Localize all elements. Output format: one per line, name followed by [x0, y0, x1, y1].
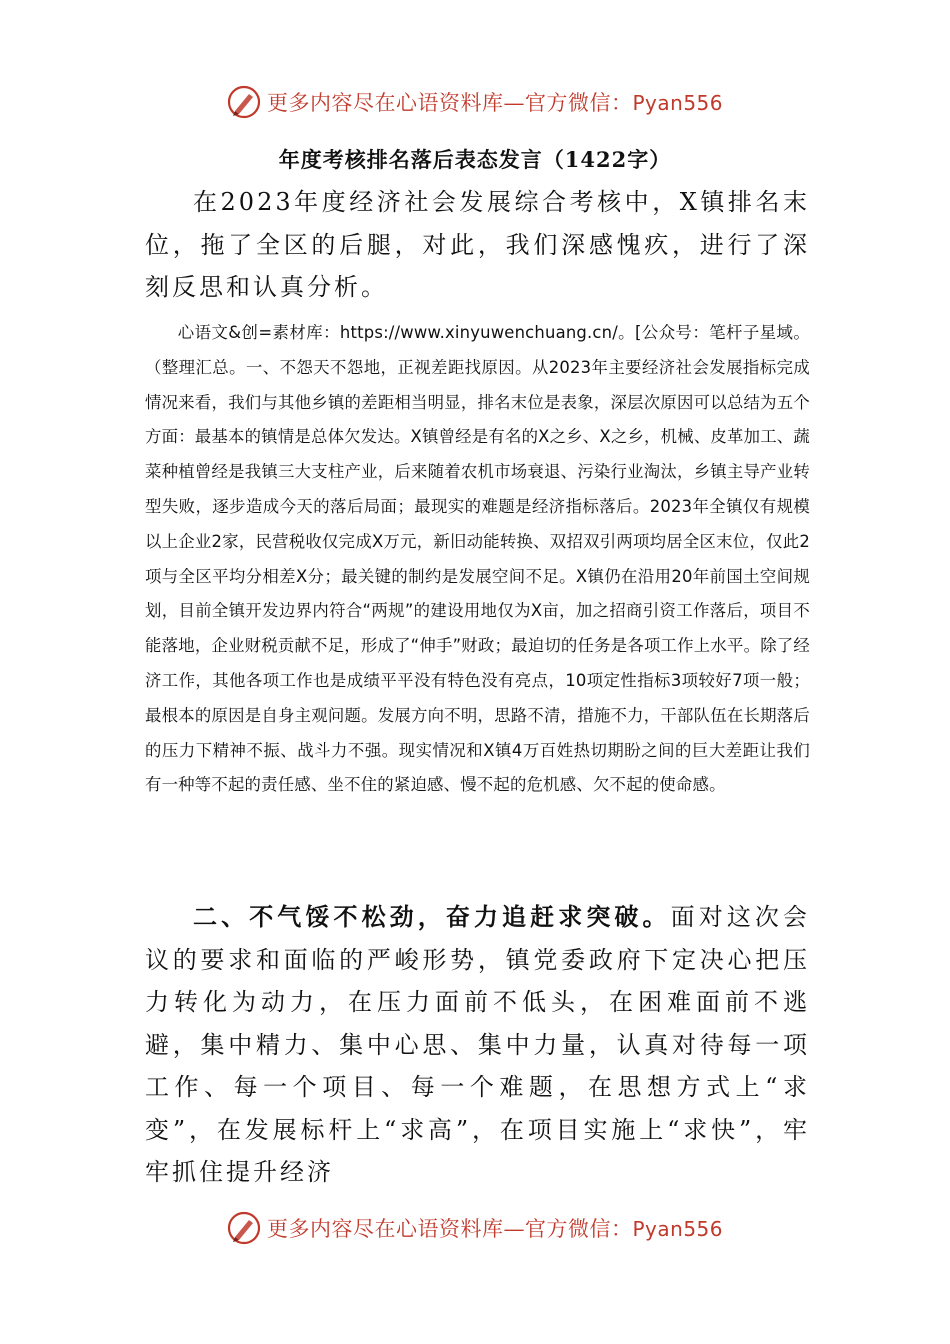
section-two-paragraph	[145, 896, 810, 1194]
intro-paragraph: 在2023年度经济社会发展综合考核中，X镇排名末位，拖了全区的后腿，对此，我们深感愧疚，进行了深刻反思和认真分析。	[145, 188, 810, 301]
section-two-heading: 二、不气馁不松劲，奋力追赶求突破。	[193, 902, 671, 931]
document-title: 年度考核排名落后表态发言（1422字）	[278, 147, 672, 172]
section-two-body: 面对这次会议的要求和面临的严峻形势，镇党委政府下定决心把压力转化为动力，在压力面前不低头，在困难面前不逃避，集中精力、集中心思、集中力量，认真对待每一项工作、每一个项目、每一个难题，在思想方式上“求变”，在发展标杆上“求高”，在项目实施上“求快”，牢牢抓住提升经济	[145, 903, 811, 1186]
section-one-paragraph: 心语文&创=素材库：https://www.xinyuwenchuang.cn/。[公众号：笔杆子星域。（整理汇总。一、不怨天不怨地，正视差距找原因。从2023年主要经济社会发展指标完成情况来看，我们与其他乡镇的差距相当明显，排名末位是表象，深层次原因可以总结为五个方面：最基本的镇情是总体欠发达。X镇曾经是有名的X之乡、X之乡，机械、皮革加工、蔬菜种植曾经是我镇三大支柱产业，后来随着农机市场衰退、污染行业淘汰，乡镇主导产业转型失败，逐步造成今天的落后局面；最现实的难题是经济指标落后。2023年全镇仅有规模以上企业2家，民营税收仅完成X万元，新旧动能转换、双招双引两项均居全区末位，仅此2项与全区平均分相差X分；最关键的制约是发展空间不足。X镇仍在沿用20年前国土空间规划，目前全镇开发边界内符合“两规”的建设用地仅为X亩，加之招商引资工作落后，项目不能落地，企业财税贡献不足，形成了“伸手”财政；最迫切的任务是各项工作上水平。除了经济工作，其他各项工作也是成绩平平没有特色没有亮点，10项定性指标3项较好7项一般；最根本的原因是自身主观问题。发展方向不明，思路不清，措施不力，干部队伍在长期落后的压力下精神不振、战斗力不强。现实情况和X镇4万百姓热切期盼之间的巨大差距让我们有一种等不起的责任感、坐不住的紧迫感、慢不起的危机感、欠不起的使命感。	[145, 323, 810, 795]
header-banner-text: 更多内容尽在心语资料库—官方微信：Pyan556	[266, 91, 723, 115]
footer-wechat-id: Pyan556	[632, 1217, 723, 1241]
header-wechat-id: Pyan556	[632, 91, 723, 115]
pen-logo-icon	[227, 85, 261, 119]
footer-banner-text: 更多内容尽在心语资料库—官方微信：Pyan556	[266, 1217, 723, 1241]
pen-logo-icon	[227, 1211, 261, 1245]
footer-banner	[0, 1206, 950, 1250]
header-banner	[0, 80, 950, 124]
